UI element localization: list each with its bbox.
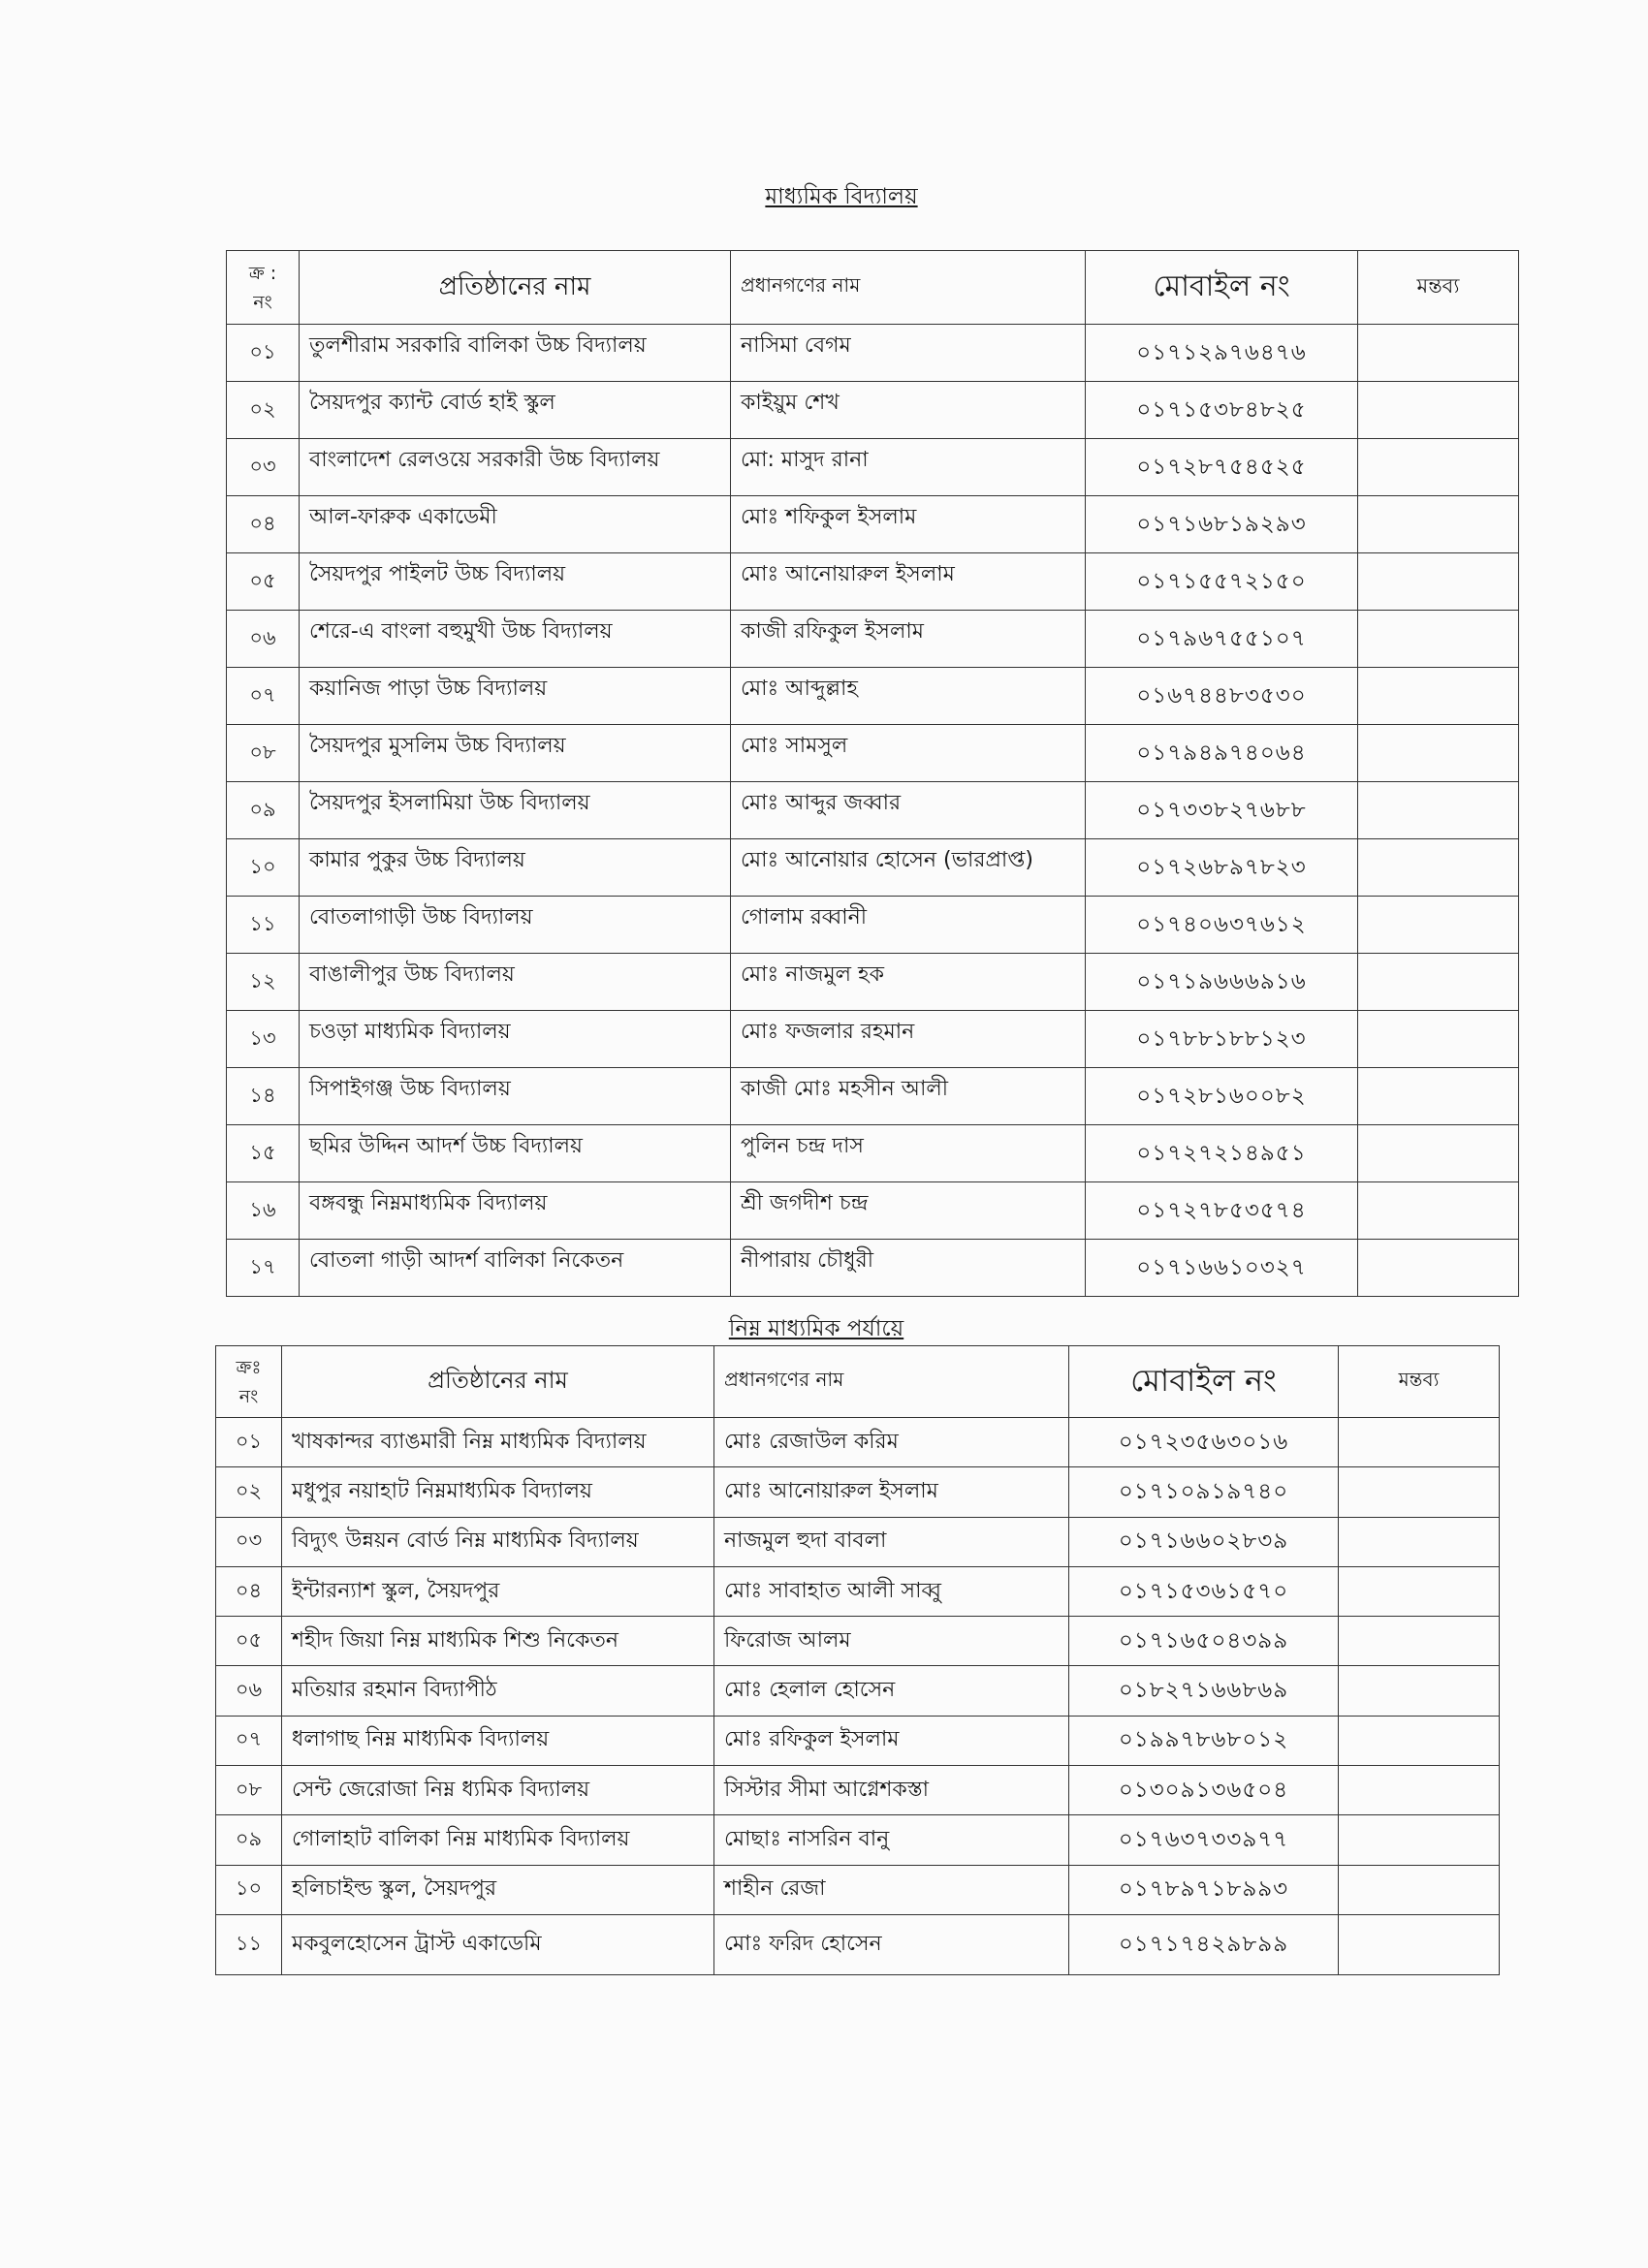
serial-cell: ০৫ <box>216 1617 282 1666</box>
institution-header: প্রতিষ্ঠানের নাম <box>300 251 731 325</box>
serial-cell: ১০ <box>227 839 300 897</box>
remarks-cell <box>1358 954 1519 1011</box>
serial-cell: ১১ <box>227 897 300 954</box>
serial-cell: ০৯ <box>216 1815 282 1865</box>
institution-name-cell: বঙ্গবন্ধু নিম্নমাধ্যমিক বিদ্যালয় <box>300 1182 731 1240</box>
table-row <box>227 725 1519 782</box>
remarks-cell <box>1339 1617 1500 1666</box>
remarks-cell <box>1358 325 1519 382</box>
remarks-cell <box>1358 897 1519 954</box>
remarks-cell <box>1339 1766 1500 1815</box>
head-name-cell: মোছাঃ নাসরিন বানু <box>714 1815 1069 1865</box>
head-name-cell: নাসিমা বেগম <box>731 325 1086 382</box>
table-row <box>216 1666 1500 1716</box>
remarks-header: মন্তব্য <box>1339 1346 1500 1418</box>
mobile-number-cell: ০১৭৬৩৭৩৩৯৭৭ <box>1069 1815 1339 1865</box>
mobile-number-cell: ০১৭১৭৪২৯৮৯৯ <box>1069 1914 1339 1974</box>
mobile-number-cell: ০১৬৭৪৪৮৩৫৩০ <box>1086 668 1358 725</box>
remarks-cell <box>1339 1467 1500 1517</box>
table-row <box>227 325 1519 382</box>
head-name-cell: ফিরোজ আলম <box>714 1617 1069 1666</box>
remarks-cell <box>1358 1125 1519 1182</box>
mobile-number-cell: ০১৭১৫৫৭২১৫০ <box>1086 553 1358 611</box>
mobile-number-cell: ০১৭২৭২১৪৯৫১ <box>1086 1125 1358 1182</box>
serial-cell: ১১ <box>216 1914 282 1974</box>
head-name-cell: মোঃ রফিকুল ইসলাম <box>714 1716 1069 1765</box>
mobile-number-cell: ০১৭১৯৬৬৬৯১৬ <box>1086 954 1358 1011</box>
serial-cell: ১৬ <box>227 1182 300 1240</box>
remarks-cell <box>1358 1068 1519 1125</box>
remarks-cell <box>1339 1716 1500 1765</box>
head-name-cell: মোঃ আনোয়ার হোসেন (ভারপ্রাপ্ত) <box>731 839 1086 897</box>
serial-cell: ০২ <box>227 382 300 439</box>
head-name-cell: পুলিন চন্দ্র দাস <box>731 1125 1086 1182</box>
remarks-cell <box>1358 611 1519 668</box>
head-name-cell: মোঃ আব্দুর জব্বার <box>731 782 1086 839</box>
serial-cell: ১০ <box>216 1865 282 1914</box>
table-row <box>227 782 1519 839</box>
institution-name-cell: ইন্টারন্যাশ স্কুল, সৈয়দপুর <box>282 1566 714 1616</box>
head-name-cell: কাজী মোঃ মহসীন আলী <box>731 1068 1086 1125</box>
head-name-cell: সিস্টার সীমা আগ্নেশকস্তা <box>714 1766 1069 1815</box>
lower-secondary-section-title: নিম্ন মাধ্যমিক পর্যায়ে <box>728 1316 904 1341</box>
serial-cell: ০২ <box>216 1467 282 1517</box>
table-row <box>227 553 1519 611</box>
institution-name-cell: কামার পুকুর উচ্চ বিদ্যালয় <box>300 839 731 897</box>
serial-cell: ০৪ <box>227 496 300 553</box>
head-name-header: প্রধানগণের নাম <box>731 251 1086 325</box>
serial-cell: ০৯ <box>227 782 300 839</box>
table-row <box>227 897 1519 954</box>
serial-cell: ০১ <box>227 325 300 382</box>
table-row <box>227 954 1519 1011</box>
institution-name-cell: ধলাগাছ নিম্ন মাধ্যমিক বিদ্যালয় <box>282 1716 714 1765</box>
serial-header-bottom: নং <box>238 1385 259 1407</box>
head-name-cell: শ্রী জগদীশ চন্দ্র <box>731 1182 1086 1240</box>
table-row <box>227 839 1519 897</box>
mobile-number-cell: ০১৭১০৯১৯৭৪০ <box>1069 1467 1339 1517</box>
secondary-section-title: মাধ্যমিক বিদ্যালয় <box>765 184 918 209</box>
head-name-cell: নাজমুল হুদা বাবলা <box>714 1517 1069 1566</box>
head-name-cell: মোঃ সামসুল <box>731 725 1086 782</box>
institution-name-cell: শহীদ জিয়া নিম্ন মাধ্যমিক শিশু নিকেতন <box>282 1617 714 1666</box>
head-name-cell: মোঃ হেলাল হোসেন <box>714 1666 1069 1716</box>
table-row <box>227 1182 1519 1240</box>
remarks-cell <box>1339 1666 1500 1716</box>
table-row <box>216 1815 1500 1865</box>
mobile-number-cell: ০১৭৯৪৯৭৪০৬৪ <box>1086 725 1358 782</box>
remarks-cell <box>1358 1240 1519 1297</box>
institution-name-cell: চওড়া মাধ্যমিক বিদ্যালয় <box>300 1011 731 1068</box>
institution-name-cell: সৈয়দপুর পাইলট উচ্চ বিদ্যালয় <box>300 553 731 611</box>
table-row <box>216 1566 1500 1616</box>
table-row <box>216 1865 1500 1914</box>
remarks-cell <box>1358 782 1519 839</box>
remarks-cell <box>1358 1182 1519 1240</box>
remarks-cell <box>1358 382 1519 439</box>
table-row <box>227 611 1519 668</box>
mobile-number-cell: ০১৭৯৬৭৫৫১০৭ <box>1086 611 1358 668</box>
mobile-header: মোবাইল নং <box>1069 1346 1339 1418</box>
table-row <box>227 382 1519 439</box>
head-name-cell: মোঃ রেজাউল করিম <box>714 1418 1069 1467</box>
head-name-cell: মোঃ ফরিদ হোসেন <box>714 1914 1069 1974</box>
mobile-number-cell: ০১৭১৫৩৮৪৮২৫ <box>1086 382 1358 439</box>
head-name-cell: কাজী রফিকুল ইসলাম <box>731 611 1086 668</box>
remarks-cell <box>1339 1566 1500 1616</box>
mobile-number-cell: ০১৭২৩৫৬৩০১৬ <box>1069 1418 1339 1467</box>
serial-cell: ০৮ <box>227 725 300 782</box>
institution-name-cell: বাঙালীপুর উচ্চ বিদ্যালয় <box>300 954 731 1011</box>
serial-header <box>227 251 300 325</box>
remarks-cell <box>1358 1011 1519 1068</box>
institution-name-cell: বিদ্যুৎ উন্নয়ন বোর্ড নিম্ন মাধ্যমিক বিদ্যালয় <box>282 1517 714 1566</box>
serial-cell: ০৬ <box>216 1666 282 1716</box>
mobile-number-cell: ০১৯৯৭৮৬৮০১২ <box>1069 1716 1339 1765</box>
remarks-cell <box>1358 496 1519 553</box>
mobile-number-cell: ০১৭৩৩৮২৭৬৮৮ <box>1086 782 1358 839</box>
serial-cell: ০৪ <box>216 1566 282 1616</box>
remarks-cell <box>1358 553 1519 611</box>
serial-cell: ১৩ <box>227 1011 300 1068</box>
table-row <box>216 1617 1500 1666</box>
remarks-cell <box>1358 725 1519 782</box>
head-name-cell: মোঃ শফিকুল ইসলাম <box>731 496 1086 553</box>
lower-secondary-schools-table <box>215 1345 1500 1975</box>
mobile-number-cell: ০১৭১৬৮১৯২৯৩ <box>1086 496 1358 553</box>
head-name-cell: মোঃ ফজলার রহমান <box>731 1011 1086 1068</box>
institution-name-cell: হলিচাইল্ড স্কুল, সৈয়দপুর <box>282 1865 714 1914</box>
head-name-cell: কাইয়ুম শেখ <box>731 382 1086 439</box>
mobile-number-cell: ০১৭১২৯৭৬৪৭৬ <box>1086 325 1358 382</box>
head-name-cell: মোঃ সাবাহাত আলী সাব্বু <box>714 1566 1069 1616</box>
mobile-number-cell: ০১৭১৫৩৬১৫৭০ <box>1069 1566 1339 1616</box>
remarks-header: মন্তব্য <box>1358 251 1519 325</box>
institution-name-cell: মতিয়ার রহমান বিদ্যাপীঠ <box>282 1666 714 1716</box>
serial-header-bottom: নং <box>253 291 272 313</box>
mobile-number-cell: ০১৭১৬৫০৪৩৯৯ <box>1069 1617 1339 1666</box>
mobile-number-cell: ০১৭১৬৬১০৩২৭ <box>1086 1240 1358 1297</box>
mobile-number-cell: ০১৭২৬৮৯৭৮২৩ <box>1086 839 1358 897</box>
institution-name-cell: ছমির উদ্দিন আদর্শ উচ্চ বিদ্যালয় <box>300 1125 731 1182</box>
institution-name-cell: গোলাহাট বালিকা নিম্ন মাধ্যমিক বিদ্যালয় <box>282 1815 714 1865</box>
table-row <box>227 1240 1519 1297</box>
serial-cell: ১২ <box>227 954 300 1011</box>
institution-name-cell: শেরে-এ বাংলা বহুমুখী উচ্চ বিদ্যালয় <box>300 611 731 668</box>
institution-name-cell: সৈয়দপুর মুসলিম উচ্চ বিদ্যালয় <box>300 725 731 782</box>
serial-cell: ০১ <box>216 1418 282 1467</box>
institution-name-cell: তুলশীরাম সরকারি বালিকা উচ্চ বিদ্যালয় <box>300 325 731 382</box>
institution-name-cell: মকবুলহোসেন ট্রাস্ট একাডেমি <box>282 1914 714 1974</box>
institution-name-cell: বোতলা গাড়ী আদর্শ বালিকা নিকেতন <box>300 1240 731 1297</box>
remarks-cell <box>1358 668 1519 725</box>
head-name-cell: শাহীন রেজা <box>714 1865 1069 1914</box>
head-name-cell: নীপারায় চৌধুরী <box>731 1240 1086 1297</box>
table-row <box>216 1467 1500 1517</box>
head-name-cell: মোঃ আব্দুল্লাহ <box>731 668 1086 725</box>
serial-header-top: ক্রঃ <box>236 1356 262 1378</box>
table-row <box>227 496 1519 553</box>
serial-cell: ০৬ <box>227 611 300 668</box>
head-name-cell: মো: মাসুদ রানা <box>731 439 1086 496</box>
table-header-row <box>227 251 1519 325</box>
remarks-cell <box>1339 1815 1500 1865</box>
institution-header: প্রতিষ্ঠানের নাম <box>282 1346 714 1418</box>
serial-cell: ০৭ <box>216 1716 282 1765</box>
mobile-number-cell: ০১৮২৭১৬৬৮৬৯ <box>1069 1666 1339 1716</box>
mobile-number-cell: ০১৭২৮১৬০০৮২ <box>1086 1068 1358 1125</box>
table-row <box>227 1068 1519 1125</box>
table-row <box>227 668 1519 725</box>
institution-name-cell: মধুপুর নয়াহাট নিম্নমাধ্যমিক বিদ্যালয় <box>282 1467 714 1517</box>
mobile-number-cell: ০১৭২৮৭৫৪৫২৫ <box>1086 439 1358 496</box>
head-name-header: প্রধানগণের নাম <box>714 1346 1069 1418</box>
remarks-cell <box>1358 439 1519 496</box>
table-row <box>227 439 1519 496</box>
secondary-schools-table <box>226 250 1519 1297</box>
serial-cell: ০৭ <box>227 668 300 725</box>
mobile-number-cell: ০১৭৮৯৭১৮৯৯৩ <box>1069 1865 1339 1914</box>
serial-header-top: ক্র : <box>248 262 277 284</box>
table-row <box>227 1125 1519 1182</box>
head-name-cell: গোলাম রব্বানী <box>731 897 1086 954</box>
serial-cell: ০৩ <box>227 439 300 496</box>
serial-cell: ১৪ <box>227 1068 300 1125</box>
remarks-cell <box>1339 1914 1500 1974</box>
remarks-cell <box>1339 1865 1500 1914</box>
institution-name-cell: সেন্ট জেরোজা নিম্ন ধ্যমিক বিদ্যালয় <box>282 1766 714 1815</box>
institution-name-cell: সিপাইগঞ্জ উচ্চ বিদ্যালয় <box>300 1068 731 1125</box>
mobile-number-cell: ০১৭৪০৬৩৭৬১২ <box>1086 897 1358 954</box>
head-name-cell: মোঃ আনোয়ারুল ইসলাম <box>714 1467 1069 1517</box>
remarks-cell <box>1339 1517 1500 1566</box>
serial-cell: ১৭ <box>227 1240 300 1297</box>
head-name-cell: মোঃ আনোয়ারুল ইসলাম <box>731 553 1086 611</box>
table-row <box>216 1914 1500 1974</box>
remarks-cell <box>1358 839 1519 897</box>
institution-name-cell: কয়ানিজ পাড়া উচ্চ বিদ্যালয় <box>300 668 731 725</box>
institution-name-cell: বোতলাগাড়ী উচ্চ বিদ্যালয় <box>300 897 731 954</box>
head-name-cell: মোঃ নাজমুল হক <box>731 954 1086 1011</box>
table-row <box>216 1517 1500 1566</box>
table-row <box>216 1418 1500 1467</box>
serial-header <box>216 1346 282 1418</box>
mobile-number-cell: ০১৭২৭৮৫৩৫৭৪ <box>1086 1182 1358 1240</box>
table-row <box>227 1011 1519 1068</box>
mobile-number-cell: ০১৭১৬৬০২৮৩৯ <box>1069 1517 1339 1566</box>
serial-cell: ১৫ <box>227 1125 300 1182</box>
table-header-row <box>216 1346 1500 1418</box>
serial-cell: ০৮ <box>216 1766 282 1815</box>
mobile-number-cell: ০১৭৮৮১৮৮১২৩ <box>1086 1011 1358 1068</box>
remarks-cell <box>1339 1418 1500 1467</box>
institution-name-cell: বাংলাদেশ রেলওয়ে সরকারী উচ্চ বিদ্যালয় <box>300 439 731 496</box>
institution-name-cell: খাষকান্দর ব্যাঙমারী নিম্ন মাধ্যমিক বিদ্যালয় <box>282 1418 714 1467</box>
mobile-header: মোবাইল নং <box>1086 251 1358 325</box>
serial-cell: ০৩ <box>216 1517 282 1566</box>
institution-name-cell: সৈয়দপুর ইসলামিয়া উচ্চ বিদ্যালয় <box>300 782 731 839</box>
institution-name-cell: আল-ফারুক একাডেমী <box>300 496 731 553</box>
serial-cell: ০৫ <box>227 553 300 611</box>
table-row <box>216 1766 1500 1815</box>
institution-name-cell: সৈয়দপুর ক্যান্ট বোর্ড হাই স্কুল <box>300 382 731 439</box>
mobile-number-cell: ০১৩০৯১৩৬৫০৪ <box>1069 1766 1339 1815</box>
table-row <box>216 1716 1500 1765</box>
